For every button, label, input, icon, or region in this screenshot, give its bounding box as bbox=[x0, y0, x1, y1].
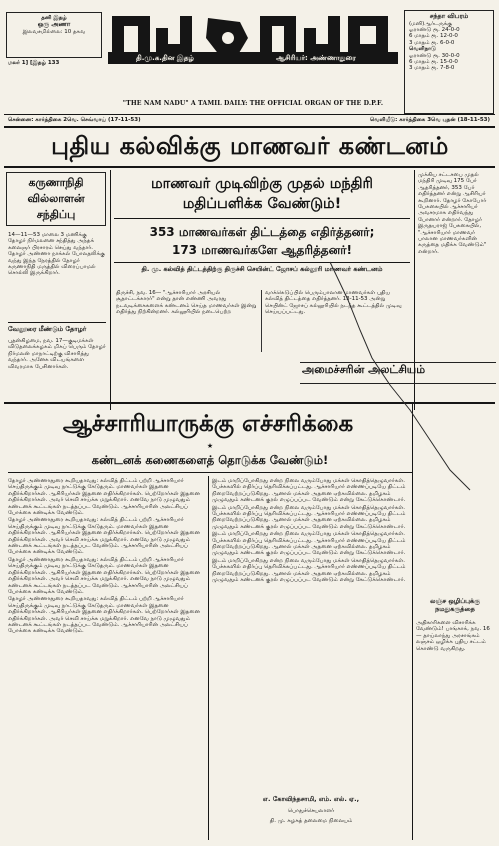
second-subhead: கண்டனக் கணைகளைத் தொடுக்க வேண்டும்! bbox=[91, 453, 329, 467]
left-story-subhead: வேலூரை மீண்டும் தோழர் bbox=[8, 325, 87, 333]
signature-org: தி. மு. கழகத் தலைமை நிலையம் bbox=[269, 818, 353, 824]
left-story-text: 14—11—53 மாலை 3 மணிக்கு தோழர் நிர்மலனை சந்தித்து அந்தக் கலைஞர் பிரசாரம் செய்து வந்தார். தோழர் அண்ணா நாக்கல் போலதலிக்கு வந்து இந்த நேரத்தில் தோழர் கருணாநிதி மருத்தில் விரைப்பாமல் சொல்லி இருக்கிறார். bbox=[8, 232, 105, 277]
price-line-3: இலவசமில்லை: 10 தகவ bbox=[22, 29, 86, 35]
issue-number: மலர் 1] [இதழ் 133 bbox=[8, 60, 60, 66]
dateline-right: வெளியீடு: கார்த்திகை 3வெ புதன் (18-11-53) bbox=[369, 117, 490, 123]
subscription-line: 3 மாதம் ரூ. 7-8-0 bbox=[409, 65, 455, 72]
subscription-line: 6 மாதம் ரூ. 12-0-0 bbox=[409, 33, 458, 40]
price-line-2: ஒரு அணா bbox=[37, 20, 71, 29]
editor-label: ஆசிரியர்: அண்ணாதுரை bbox=[276, 54, 356, 62]
price-line-1: தனி இதழ் bbox=[41, 15, 67, 21]
lower-center-text: இடம் மாறிப்போகிறது என்ற நிலை வரும்போது மக்கள் கொதித்தெழுவார்கள். பேச்சுகளில் எதிர்ப்பு தெரிவிக்கப்பட்டது. ஆச்சாரியார் எண்ணப்படியே திட்டம் நிறைவேற்றப்படுகிறது. ஆனால் மக்கள் அதனை ஏற்கவில்லை. தமிழகம் முழுவதும் கண்டனக் குரல் எழுப்பப்பட வேண்டும் என்று கேட்டுக்கொண்டார். bbox=[212, 478, 406, 504]
signature-role: பொதுச்செயலாளர் bbox=[287, 808, 335, 814]
party-label: தி.மு.க.தின இதழ் bbox=[136, 54, 194, 62]
subscription-line: 3 மாதம் ரூ. 6-0-0 bbox=[409, 39, 455, 46]
center-dek: தி. மு. கல்வித் திட்டத்திற்கு திருச்சி செயின்ட் ஜோசப் கல்லூரி மாணவர் கண்டனம் bbox=[141, 265, 383, 273]
lower-left-text-cont-3: தோழர் அண்ணாதுரை கூறியதாவது: கல்வித் திட்டம் பற்றி ஆச்சாரியார் செய்திருக்கும் முடிவு நாட்டுக்கு கேடுதரும். மாணவர்கள் இதனை எதிர்க்கிறார்கள். ஆசிரியர்கள் இதனை எதிர்க்கிறார்கள். பெற்றோர்கள் இதனை எதிர்க்கிறார்கள். அவர் செவி சாய்க்க மறுக்கிறார். எனவே நாடு முழுவதும் கண்டனக் கூட்டங்கள் நடத்தப்பட வேண்டும். ஆச்சாரியாரின் அலட்சியப் போக்கை கண்டிக்க வேண்டும். bbox=[8, 596, 200, 635]
lower-center-text-cont-3: இடம் மாறிப்போகிறது என்ற நிலை வரும்போது மக்கள் கொதித்தெழுவார்கள். பேச்சுகளில் எதிர்ப்பு தெரிவிக்கப்பட்டது. ஆச்சாரியார் எண்ணப்படியே திட்டம் நிறைவேற்றப்படுகிறது. ஆனால் மக்கள் அதனை ஏற்கவில்லை. தமிழகம் முழுவதும் கண்டனக் குரல் எழுப்பப்பட வேண்டும் என்று கேட்டுக்கொண்டார். bbox=[212, 557, 406, 584]
second-headline: ஆச்சாரியாருக்கு எச்சரிக்கை bbox=[62, 411, 354, 437]
bribery-text: அதிகாரிகளை விசாரிக்க வேண்டும்! பாங்காக், நவ. 16 — தாய்லாந்து அரசாங்கம் லஞ்சம் ஒழிக்க புதிய சட்டம் கொண்டு வருகிறது. bbox=[416, 620, 490, 652]
left-story-sub-text: புதன்கிழமை, நவ. 17—குடிமக்கள் விடுதலைக்கழகம் மிகப் பெரும் தோழர் நிர்மலன் மாநாட்டிற்கு விசாரித்து வந்தார். அனேக விடயங்களை விவரமாக பேசினார்கள். bbox=[8, 338, 106, 370]
subscription-line: 6 மாதம் ரூ. 15-0-0 bbox=[409, 59, 458, 66]
left-story-title: கருணாநிதி வில்லாளன் சந்திப்பு bbox=[27, 176, 85, 221]
subscription-title: சந்தா விபரம் bbox=[429, 12, 469, 20]
center-subhead-2: 173 மாணவர்களே ஆதரித்தனர்! bbox=[171, 243, 353, 257]
tagline: "THE NAM NADU" A TAMIL DAILY: THE OFFICIAL ORGAN OF THE D.P.F. bbox=[122, 100, 384, 107]
center-story-text: திருச்சி, நவ. 16— "ஆச்சாரியார் அரசியல் சூதாட்டக்காரர்" என்று தான் எண்ணி அவரது நடவடிக்கைகளைக் கண்டனம் செய்த மாணவர்கள் இன்று எதிர்த்து நிற்கின்றனர். கல்லூரியில் நடைபெற்ற வாக்கெடுப்பில் பெரும்பாலான மாணவர்கள் புதிய கல்வித் திட்டத்தை எதிர்த்தனர். 13-11-53 அன்று செயின்ட் ஜோசப் கல்லூரியில் நடந்த கூட்டத்தில் முடிவு செய்யப்பட்டது. bbox=[116, 290, 402, 316]
right-column-text: முக்கிய சட்டசபை முதல் மந்திரி முடிவு 175 பேர் ஆதரித்தனர், 353 பேர் எதிர்த்தனர் என்று ஆசிரியர் கூறினார். தோழர் கோபோர் பேசுகையில் ஆச்சாரியர் அவசரமாக எதிர்வந்து போனார் என்றார். தோழர் இருதயராஜ் பேசுகையில், "ஆச்சாரியார் மாணவர் பாலான மாணவர்களின் கருத்தை மதிக்க வேண்டும்" என்றார். bbox=[418, 172, 487, 255]
lower-center-text-cont-2: இடம் மாறிப்போகிறது என்ற நிலை வரும்போது மக்கள் கொதித்தெழுவார்கள். பேச்சுகளில் எதிர்ப்பு தெரிவிக்கப்பட்டது. ஆச்சாரியார் எண்ணப்படியே திட்டம் நிறைவேற்றப்படுகிறது. ஆனால் மக்கள் அதனை ஏற்கவில்லை. தமிழகம் முழுவதும் கண்டனக் குரல் எழுப்பப்பட வேண்டும் என்று கேட்டுக்கொண்டார். bbox=[212, 531, 406, 557]
dateline-left: சென்னை: கார்த்திகை 2வெ. செவ்வாய் (17-11-53) bbox=[8, 117, 141, 123]
lower-left-text-cont: தோழர் அண்ணாதுரை கூறியதாவது: கல்வித் திட்டம் பற்றி ஆச்சாரியார் செய்திருக்கும் முடிவு நாட்டுக்கு கேடுதரும். மாணவர்கள் இதனை எதிர்க்கிறார்கள். ஆசிரியர்கள் இதனை எதிர்க்கிறார்கள். பெற்றோர்கள் இதனை எதிர்க்கிறார்கள். அவர் செவி சாய்க்க மறுக்கிறார். எனவே நாடு முழுவதும் கண்டனக் கூட்டங்கள் நடத்தப்பட வேண்டும். ஆச்சாரியாரின் அலட்சியப் போக்கை கண்டிக்க வேண்டும். bbox=[8, 517, 200, 556]
main-headline: புதிய கல்விக்கு மாணவர் கண்டனம் bbox=[51, 132, 449, 160]
subscription-line: வெளிநாடு bbox=[409, 46, 436, 53]
subscription-line: (மனி)ஆர்டருக்கு bbox=[409, 20, 452, 27]
signature: எ. கோவிந்தசாமி, எம். எல். ஏ., bbox=[262, 795, 360, 803]
center-headline-2: மதிப்பளிக்க வேண்டும்! bbox=[182, 196, 342, 212]
lower-center-text-cont: இடம் மாறிப்போகிறது என்ற நிலை வரும்போது மக்கள் கொதித்தெழுவார்கள். பேச்சுகளில் எதிர்ப்பு தெரிவிக்கப்பட்டது. ஆச்சாரியார் எண்ணப்படியே திட்டம் நிறைவேற்றப்படுகிறது. ஆனால் மக்கள் அதனை ஏற்கவில்லை. தமிழகம் முழுவதும் கண்டனக் குரல் எழுப்பப்பட வேண்டும் என்று கேட்டுக்கொண்டார். bbox=[212, 504, 406, 530]
lower-left-text: தோழர் அண்ணாதுரை கூறியதாவது: கல்வித் திட்டம் பற்றி ஆச்சாரியார் செய்திருக்கும் முடிவு நாட்டுக்கு கேடுதரும். மாணவர்கள் இதனை எதிர்க்கிறார்கள். ஆசிரியர்கள் இதனை எதிர்க்கிறார்கள். பெற்றோர்கள் இதனை எதிர்க்கிறார்கள். அவர் செவி சாய்க்க மறுக்கிறார். எனவே நாடு முழுவதும் கண்டனக் கூட்டங்கள் நடத்தப்பட வேண்டும். ஆச்சாரியாரின் அலட்சியப் போக்கை கண்டிக்க வேண்டும். bbox=[8, 478, 200, 517]
minister-box-title: அமைச்சரின் அலட்சியம் bbox=[302, 363, 426, 376]
bribery-headline: லஞ்ச ஒழிப்புக்கு நமதுகருத்தை bbox=[430, 597, 480, 613]
center-subhead-1: 353 மாணவர்கள் திட்டத்தை எதிர்த்தனர்; bbox=[149, 225, 375, 239]
subscription-line: ஓராண்டு ரூ. 30-0-0 bbox=[409, 52, 460, 59]
star-divider: ★ bbox=[206, 442, 214, 450]
center-headline-1: மாணவர் முடிவிற்கு முதல் மந்திரி bbox=[151, 176, 373, 192]
lower-left-text-cont-2: தோழர் அண்ணாதுரை கூறியதாவது: கல்வித் திட்டம் பற்றி ஆச்சாரியார் செய்திருக்கும் முடிவு நாட்டுக்கு கேடுதரும். மாணவர்கள் இதனை எதிர்க்கிறார்கள். ஆசிரியர்கள் இதனை எதிர்க்கிறார்கள். பெற்றோர்கள் இதனை எதிர்க்கிறார்கள். அவர் செவி சாய்க்க மறுக்கிறார். எனவே நாடு முழுவதும் கண்டனக் கூட்டங்கள் நடத்தப்பட வேண்டும். ஆச்சாரியாரின் அலட்சியப் போக்கை கண்டிக்க வேண்டும். bbox=[8, 556, 200, 595]
subscription-line: ஓராண்டு ரூ. 24-0-0 bbox=[409, 27, 460, 33]
